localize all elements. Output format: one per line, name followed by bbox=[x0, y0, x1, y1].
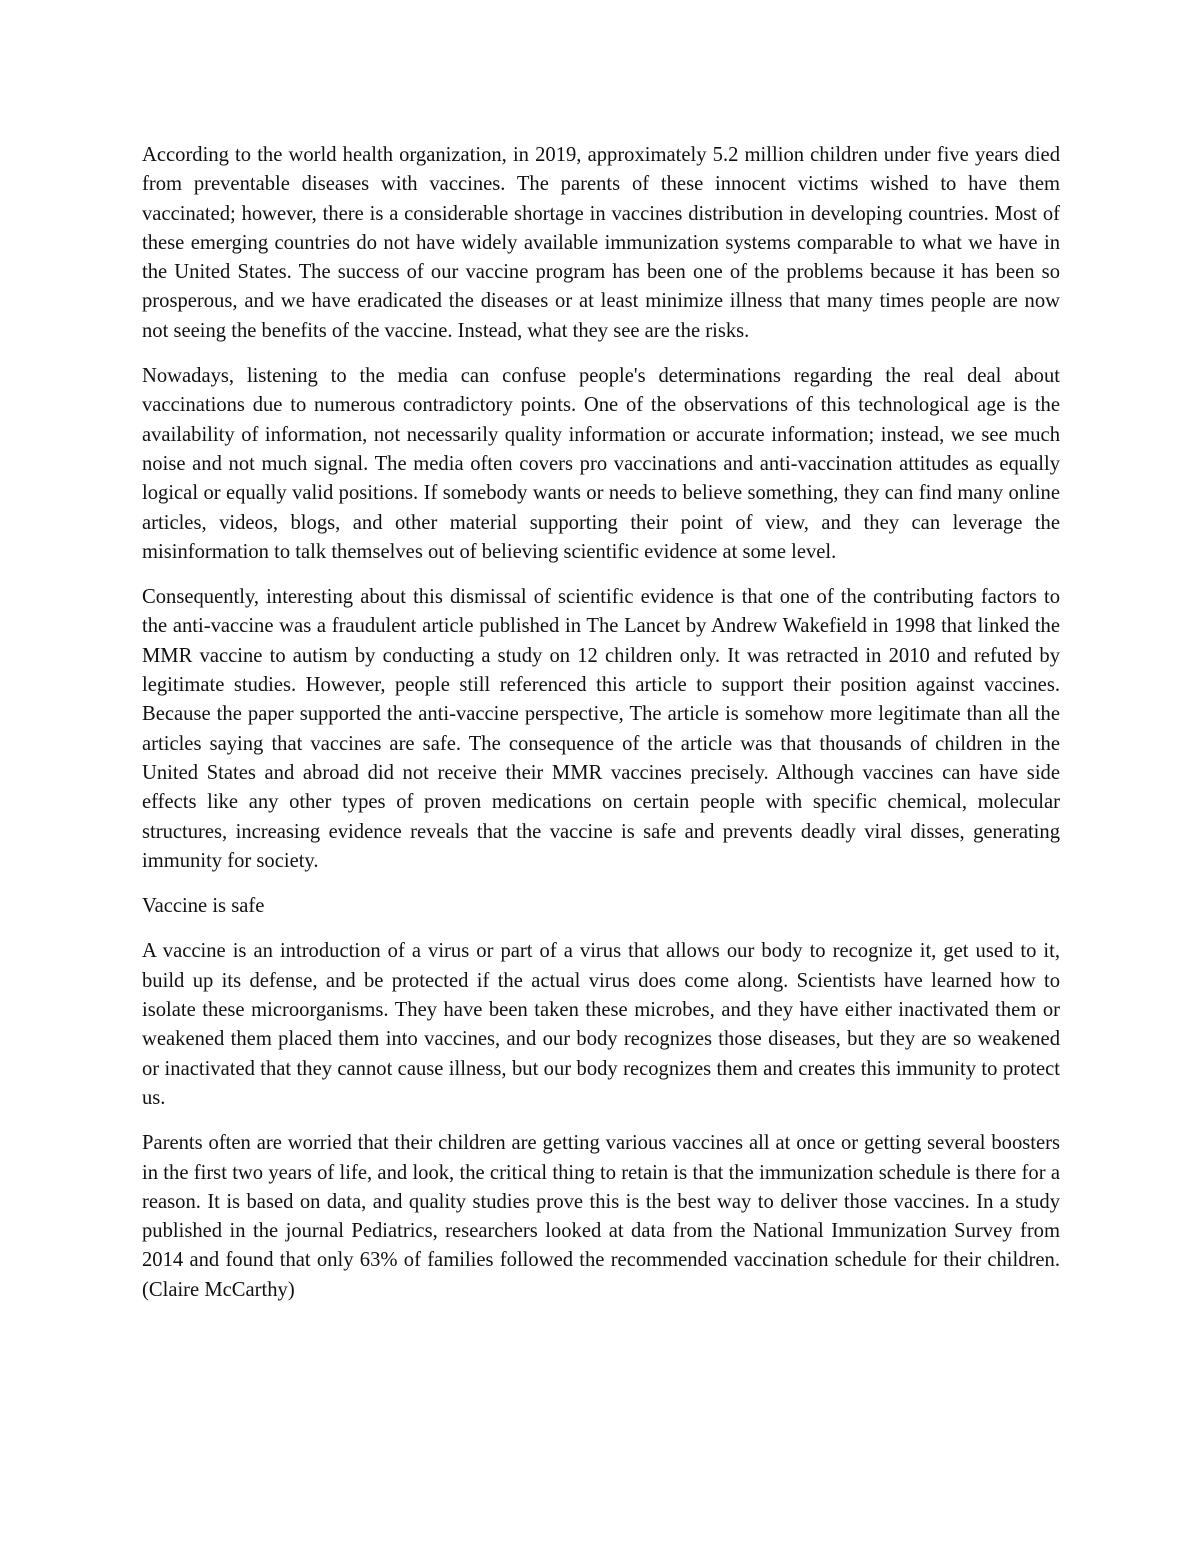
paragraph-2: Nowadays, listening to the media can confuse people's determinations regarding the real deal about vaccinations due to numerous contradictory points. One of the observations of this technological age is the availability of information, not necessarily quality information or accurate information; instead, we see much noise and not much signal. The media often covers pro vaccinations and anti-vaccination attitudes as equally logical or equally valid positions. If somebody wants or needs to believe something, they can find many online articles, videos, blogs, and other material supporting their point of view, and they can leverage the misinformation to talk themselves out of believing scientific evidence at some level. bbox=[142, 365, 1060, 563]
paragraph-1: According to the world health organization, in 2019, approximately 5.2 million children under five years died from preventable diseases with vaccines. The parents of these innocent victims wished to have them vaccinated; however, there is a considerable shortage in vaccines distribution in developing countries. Most of these emerging countries do not have widely available immunization systems comparable to what we have in the United States. The success of our vaccine program has been one of the problems because it has been so prosperous, and we have eradicated the diseases or at least minimize illness that many times people are now not seeing the benefits of the vaccine. Instead, what they see are the risks. bbox=[142, 144, 1060, 342]
document-body bbox=[142, 141, 1060, 1321]
paragraph-5: Parents often are worried that their children are getting various vaccines all at once or getting several boosters in the first two years of life, and look, the critical thing to retain is that the immunization schedule is there for a reason. It is based on data, and quality studies prove this is the best way to deliver those vaccines. In a study published in the journal Pediatrics, researchers looked at data from the National Immunization Survey from 2014 and found that only 63% of families followed the recommended vaccination schedule for their children. (Claire McCarthy) bbox=[142, 1132, 1060, 1301]
section-heading: Vaccine is safe bbox=[142, 895, 265, 918]
paragraph-4: A vaccine is an introduction of a virus or part of a virus that allows our body to recognize it, get used to it, build up its defense, and be protected if the actual virus does come along. Scientists have learned how to isolate these microorganisms. They have been taken these microbes, and they have either inactivated them or weakened them placed them into vaccines, and our body recognizes those diseases, but they are so weakened or inactivated that they cannot cause illness, but our body recognizes them and creates this immunity to protect us. bbox=[142, 940, 1060, 1109]
paragraph-3: Consequently, interesting about this dismissal of scientific evidence is that one of the contributing factors to the anti-vaccine was a fraudulent article published in The Lancet by Andrew Wakefield in 1998 that linked the MMR vaccine to autism by conducting a study on 12 children only. It was retracted in 2010 and refuted by legitimate studies. However, people still referenced this article to support their position against vaccines. Because the paper supported the anti-vaccine perspective, The article is somehow more legitimate than all the articles saying that vaccines are safe. The consequence of the article was that thousands of children in the United States and abroad did not receive their MMR vaccines precisely. Although vaccines can have side effects like any other types of proven medications on certain people with specific chemical, molecular structures, increasing evidence reveals that the vaccine is safe and prevents deadly viral disses, generating immunity for society. bbox=[142, 586, 1060, 872]
